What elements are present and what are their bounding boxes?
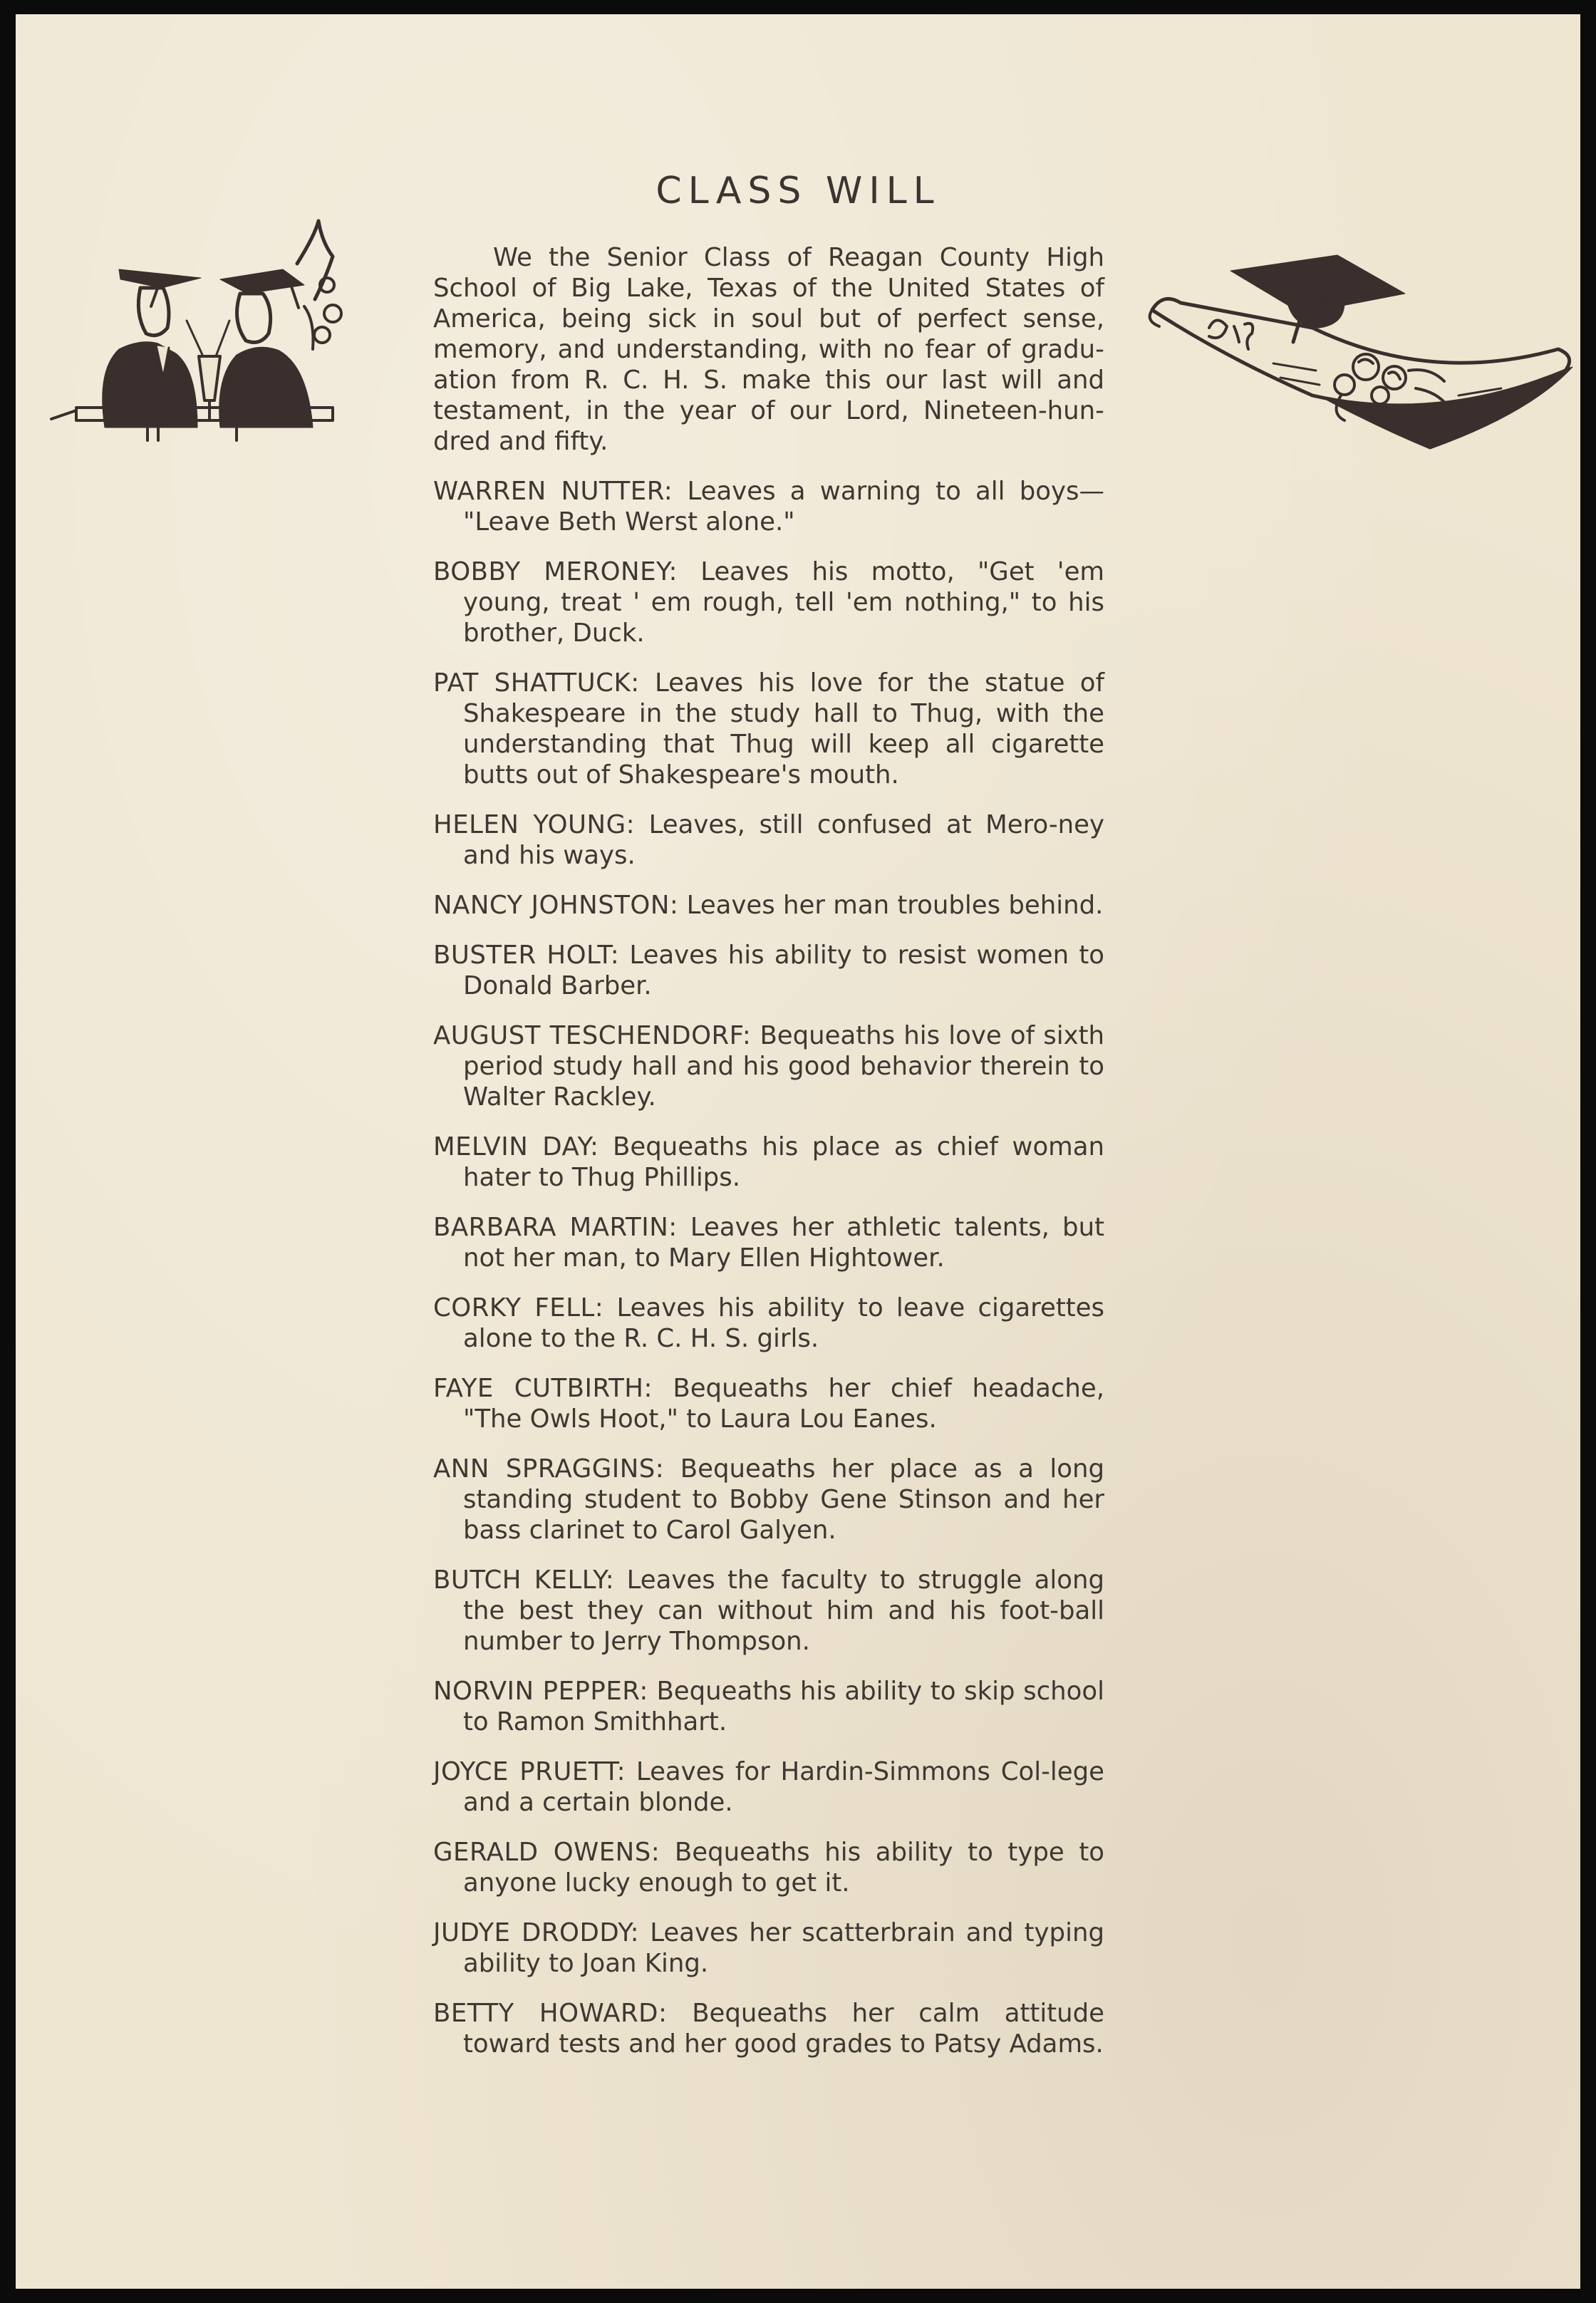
will-entry: [433, 1837, 1104, 1898]
entry-name: AUGUST TESCHENDORF:: [433, 1021, 752, 1050]
entry-text: Leaves his love for the statue of Shakespeare in the study hall to Thug, with the understanding that Thug will keep all cigarette butts out of Shakespeare's mouth.: [463, 668, 1104, 790]
entry-name: JOYCE PRUETT:: [433, 1757, 626, 1786]
entry-name: BARBARA MARTIN:: [433, 1213, 678, 1242]
intro-paragraph: We the Senior Class of Reagan County High School of Big Lake, Texas of the United States of America, being sick in soul but of perfect sense, memory, and understanding, with no fear of gradu-ation from R. C. H. S. make this our last will and testament, in the year of our Lord, Nineteen-hun-dred and fifty.: [433, 243, 1104, 456]
entry-text: Leaves his ability to resist women to Donald Barber.: [463, 941, 1104, 1000]
entry-name: NANCY JOHNSTON:: [433, 891, 679, 920]
entry-name: JUDYE DRODDY:: [433, 1918, 640, 1947]
diploma-and-cap-illustration: [1131, 242, 1596, 477]
entry-name: BUTCH KELLY:: [433, 1565, 615, 1595]
entry-name: PAT SHATTUCK:: [433, 668, 640, 698]
entry-name: BOBBY MERONEY:: [433, 557, 678, 586]
class-will-text: [433, 242, 1104, 2079]
will-entry: [433, 1454, 1104, 1546]
will-entry: [433, 1918, 1104, 1979]
page-title: CLASS WILL: [656, 170, 940, 212]
entry-text: Bequeaths his ability to type to anyone lucky enough to get it.: [463, 1838, 1105, 1898]
will-entry: [433, 1998, 1104, 2059]
entry-name: BETTY HOWARD:: [433, 1999, 668, 2028]
entry-name: MELVIN DAY:: [433, 1132, 599, 1161]
entry-name: CORKY FELL:: [433, 1293, 604, 1323]
will-entry: [433, 557, 1104, 648]
entry-text: Leaves her man troubles behind.: [686, 891, 1104, 920]
entry-text: Bequeaths her place as a long standing student to Bobby Gene Stinson and her bass clarinet to Carol Galyen.: [463, 1454, 1104, 1545]
will-entry: [433, 809, 1104, 871]
entry-text: Leaves his ability to leave cigarettes alone to the R. C. H. S. girls.: [463, 1293, 1104, 1353]
will-entry: [433, 1565, 1104, 1657]
entry-text: Leaves her scatterbrain and typing ability to Joan King.: [463, 1918, 1104, 1978]
will-entry: [433, 668, 1104, 790]
entry-name: HELEN YOUNG:: [433, 810, 636, 839]
entry-text: Bequeaths his love of sixth period study hall and his good behavior therein to Walter Rackley.: [463, 1021, 1104, 1112]
entry-text: Leaves her athletic talents, but not her man, to Mary Ellen Hightower.: [463, 1213, 1104, 1273]
will-entry: [433, 1020, 1104, 1112]
will-entry: [433, 476, 1104, 537]
entry-text: Leaves a warning to all boys— "Leave Beth Werst alone.": [463, 477, 1104, 537]
graduates-couple-illustration: [33, 214, 347, 477]
entry-name: BUSTER HOLT:: [433, 941, 620, 970]
entry-name: GERALD OWENS:: [433, 1838, 660, 1867]
will-entry: [433, 1756, 1104, 1818]
will-entry: [433, 940, 1104, 1001]
will-entry: [433, 1373, 1104, 1434]
entry-text: Bequeaths her calm attitude toward tests and her good grades to Patsy Adams.: [463, 1999, 1104, 2059]
entry-name: FAYE CUTBIRTH:: [433, 1374, 653, 1403]
entry-text: Bequeaths his place as chief woman hater to Thug Phillips.: [463, 1132, 1104, 1192]
will-entry: [433, 1132, 1104, 1193]
will-entry: [433, 1293, 1104, 1354]
entry-name: WARREN NUTTER:: [433, 477, 673, 506]
entry-text: Leaves the faculty to struggle along the best they can without him and his foot-ball number to Jerry Thompson.: [463, 1565, 1104, 1656]
will-entry: [433, 890, 1104, 921]
entry-text: Bequeaths his ability to skip school to Ramon Smithhart.: [463, 1677, 1104, 1737]
entry-name: NORVIN PEPPER:: [433, 1677, 648, 1706]
entry-text: Bequeaths her chief headache, "The Owls Hoot," to Laura Lou Eanes.: [463, 1374, 1104, 1434]
entry-name: ANN SPRAGGINS:: [433, 1454, 665, 1484]
will-entry: [433, 1212, 1104, 1273]
entry-text: Leaves for Hardin-Simmons Col-lege and a certain blonde.: [463, 1757, 1105, 1817]
yearbook-page: [16, 14, 1580, 2289]
will-entry: [433, 1676, 1104, 1737]
entry-text: Leaves his motto, "Get 'em young, treat ' em rough, tell 'em nothing," to his brother, Duck.: [463, 557, 1104, 648]
entry-text: Leaves, still confused at Mero-ney and his ways.: [463, 810, 1105, 870]
